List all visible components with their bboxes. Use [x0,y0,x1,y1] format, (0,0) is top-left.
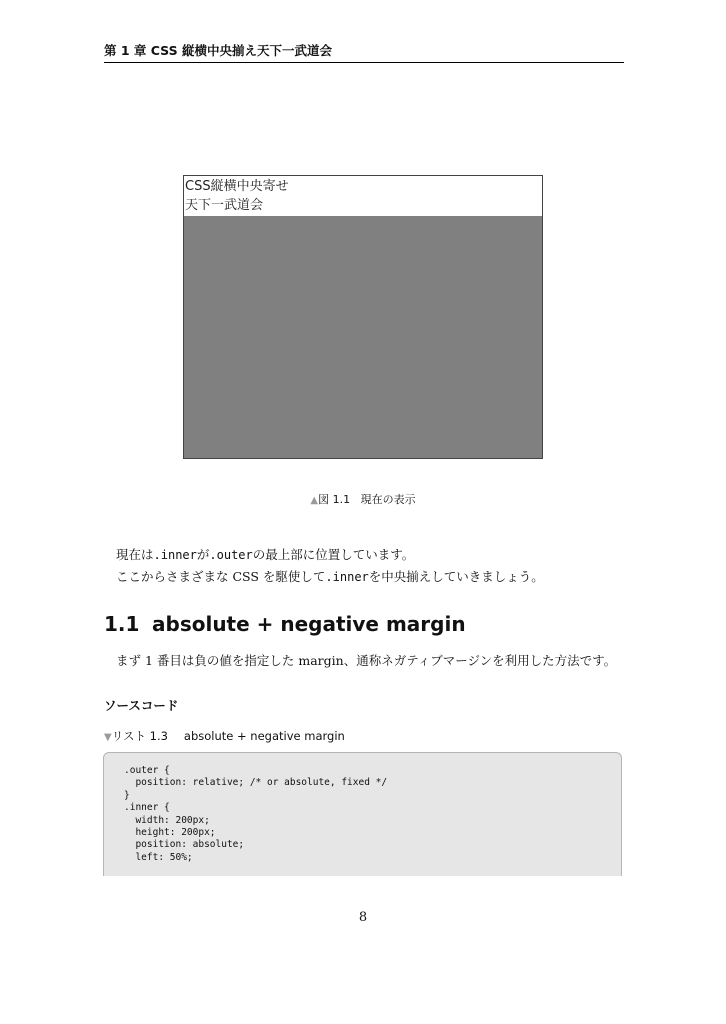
inline-code: .inner [153,548,197,562]
header-rule [104,62,624,63]
code-line: position: relative; /* or absolute, fixed */ [124,777,388,789]
intro-text: を中央揃えしていきましょう。 [368,569,544,584]
intro-text: が [196,547,210,562]
intro-text: ここからさまざまな CSS を駆使して [116,569,326,584]
figure-display-box [183,175,543,459]
code-line: left: 50%; [124,851,193,863]
code-line: .outer { [124,765,170,776]
listing-caption [104,728,345,744]
code-lines [124,765,387,864]
section-body: まず 1 番目は負の値を指定した margin、通称ネガティブマージンを利用した方法です。 [116,653,617,668]
code-line: height: 200px; [124,827,216,839]
code-block [103,752,622,876]
listing-label: リスト 1.3 [111,729,168,743]
inline-code: .outer [209,548,253,562]
figure-gray-area [184,216,542,458]
intro-text: の最上部に位置しています。 [252,547,415,562]
code-line: .inner { [124,802,170,814]
listing-title: absolute + negative margin [183,729,345,743]
section-heading [104,612,466,636]
figure-line-2: 天下一武道会 [185,198,264,213]
section-title: absolute + negative margin [152,612,466,636]
intro-text: 現在は [116,547,154,562]
intro-line-2 [116,566,544,588]
triangle-down-icon: ▼ [104,732,112,743]
inline-code: .inner [325,570,369,584]
intro-line-1 [116,544,414,566]
figure-caption-text: 現在の表示 [360,493,416,506]
code-line: } [124,789,130,801]
triangle-up-icon: ▲ [310,495,319,506]
page-number: 8 [358,910,368,925]
figure-inner-text [185,177,289,215]
subheading-source-code: ソースコード [104,698,179,713]
figure-caption-label: 図 1.1 [318,493,351,506]
code-line: position: absolute; [124,839,245,851]
figure-caption [0,491,726,507]
code-line: width: 200px; [124,814,210,826]
section-number: 1.1 [104,612,140,636]
figure-line-1: CSS縦横中央寄せ [185,179,289,194]
running-header: 第 1 章 CSS 縦横中央揃え天下一武道会 [104,43,332,58]
